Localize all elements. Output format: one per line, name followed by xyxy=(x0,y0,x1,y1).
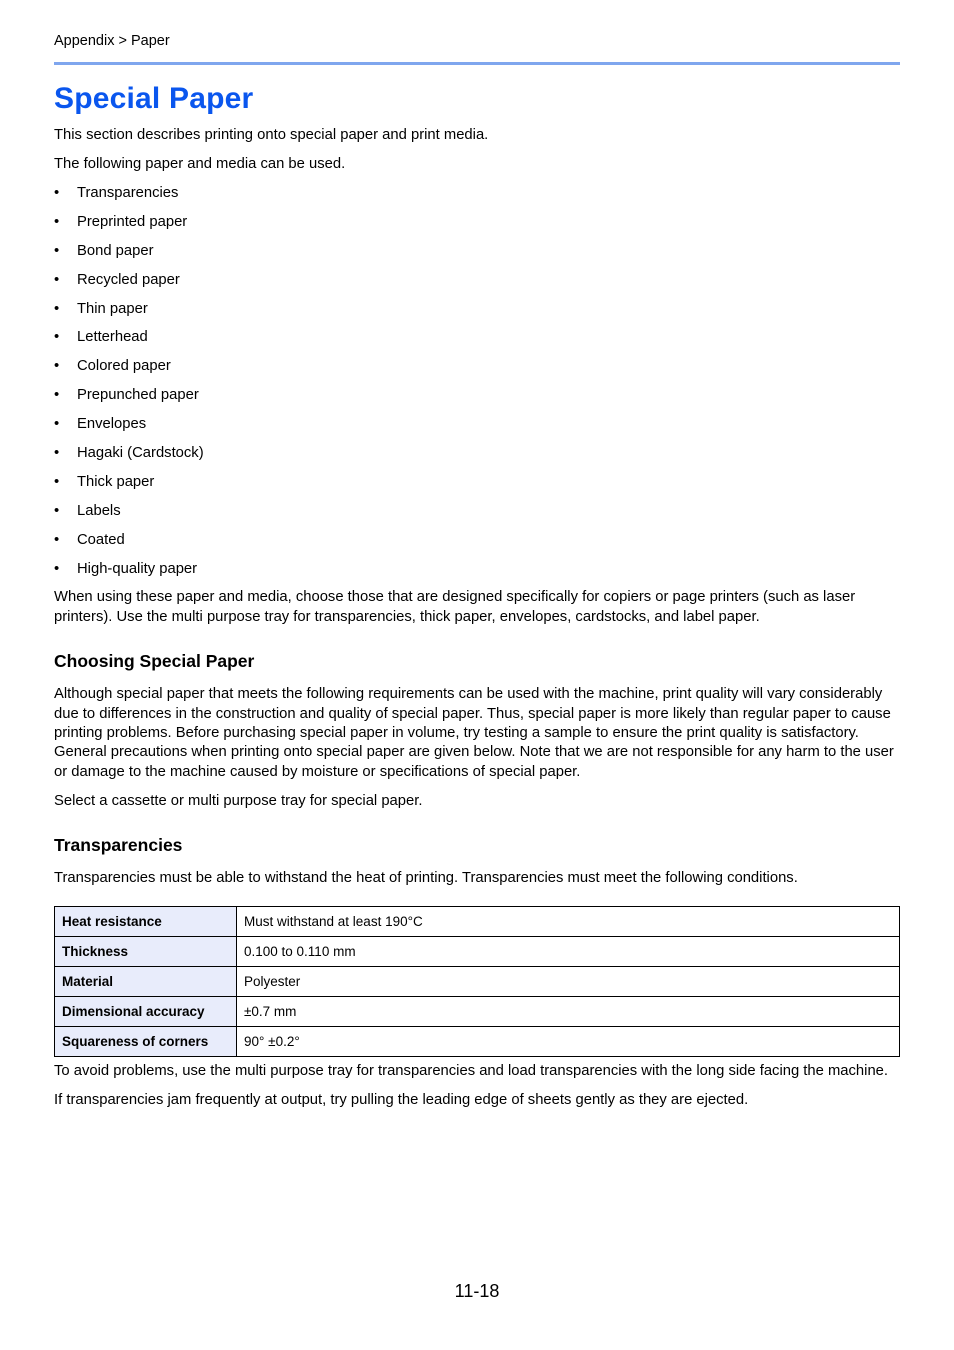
bullet-icon: • xyxy=(54,473,60,490)
bullet-icon: • xyxy=(54,184,60,201)
transparencies-note: To avoid problems, use the multi purpose tray for transparencies and load transparencies with the long side facing the machine. xyxy=(54,1063,889,1080)
spec-value: ±0.7 mm xyxy=(237,997,900,1027)
header-divider xyxy=(54,62,900,65)
page-title: Special Paper xyxy=(54,82,254,115)
intro-paragraph: The following paper and media can be used. xyxy=(54,155,346,172)
bullet-icon: • xyxy=(54,416,60,433)
bullet-icon: • xyxy=(54,213,60,230)
spec-value: Must withstand at least 190°C xyxy=(237,907,900,937)
bullet-icon: • xyxy=(54,329,60,346)
list-item: • Envelopes xyxy=(54,415,900,434)
list-item: • Preprinted paper xyxy=(54,213,900,232)
bullet-icon: • xyxy=(54,300,60,317)
bullet-icon: • xyxy=(54,242,60,259)
table-row xyxy=(55,967,900,997)
list-item: • Recycled paper xyxy=(54,271,900,290)
bullet-icon: • xyxy=(54,502,60,519)
breadcrumb: Appendix > Paper xyxy=(54,33,170,49)
transparencies-note: If transparencies jam frequently at output, try pulling the leading edge of sheets gently as they are ejected. xyxy=(54,1092,749,1109)
spec-value: 0.100 to 0.110 mm xyxy=(237,937,900,967)
bullet-icon: • xyxy=(54,444,60,461)
list-item: • Thick paper xyxy=(54,473,900,492)
bullet-icon: • xyxy=(54,358,60,375)
choosing-paragraph: Although special paper that meets the following requirements can be used with the machine, print quality will vary considerably due to differences in the construction and quality of special paper. Thus, special paper is more likely than regular paper to cause printing problems. Before purchasing special paper in volume, try testing a sample to ensure the print quality is satisfactory. General precautions when printing onto special paper are given below. Note that we are not responsible for any harm to the user or damage to the machine caused by moisture or specifications of special paper. xyxy=(54,686,894,780)
bullet-icon: • xyxy=(54,387,60,404)
choosing-paragraph: Select a cassette or multi purpose tray for special paper. xyxy=(54,792,423,809)
spec-value: Polyester xyxy=(237,967,900,997)
list-item: • Thin paper xyxy=(54,300,900,319)
list-item: • Colored paper xyxy=(54,357,900,376)
transparencies-intro: Transparencies must be able to withstand the heat of printing. Transparencies must meet the following conditions. xyxy=(54,870,798,887)
intro-paragraph: This section describes printing onto special paper and print media. xyxy=(54,127,489,143)
spec-label: Material xyxy=(55,967,237,997)
transparency-spec-table xyxy=(54,906,900,1057)
media-list xyxy=(54,184,900,579)
bullet-icon: • xyxy=(54,531,60,548)
spec-value: 90° ±0.2° xyxy=(237,1027,900,1057)
spec-label: Dimensional accuracy xyxy=(55,997,237,1027)
list-item: • Coated xyxy=(54,531,900,550)
list-item: • High-quality paper xyxy=(54,560,900,579)
table-row xyxy=(55,1027,900,1057)
bullet-icon: • xyxy=(54,560,60,577)
table-row xyxy=(55,937,900,967)
section-heading-transparencies: Transparencies xyxy=(54,834,183,855)
spec-label: Squareness of corners xyxy=(55,1027,237,1057)
table-row xyxy=(55,907,900,937)
content-body xyxy=(54,126,900,1120)
table-row xyxy=(55,997,900,1027)
list-item: • Transparencies xyxy=(54,184,900,203)
list-item: • Labels xyxy=(54,502,900,521)
list-item: • Letterhead xyxy=(54,328,900,347)
list-item: • Prepunched paper xyxy=(54,386,900,405)
page-number: 11-18 xyxy=(454,1281,500,1301)
section-heading-choosing: Choosing Special Paper xyxy=(54,651,255,672)
spec-label: Thickness xyxy=(55,937,237,967)
spec-label: Heat resistance xyxy=(55,907,237,937)
usage-paragraph: When using these paper and media, choose those that are designed specifically for copiers or page printers (such as laser printers). Use the multi purpose tray for transparencies, thick paper, envelopes, cardstocks, and label paper. xyxy=(54,589,856,625)
list-item: • Bond paper xyxy=(54,242,900,261)
bullet-icon: • xyxy=(54,271,60,288)
list-item: • Hagaki (Cardstock) xyxy=(54,444,900,463)
